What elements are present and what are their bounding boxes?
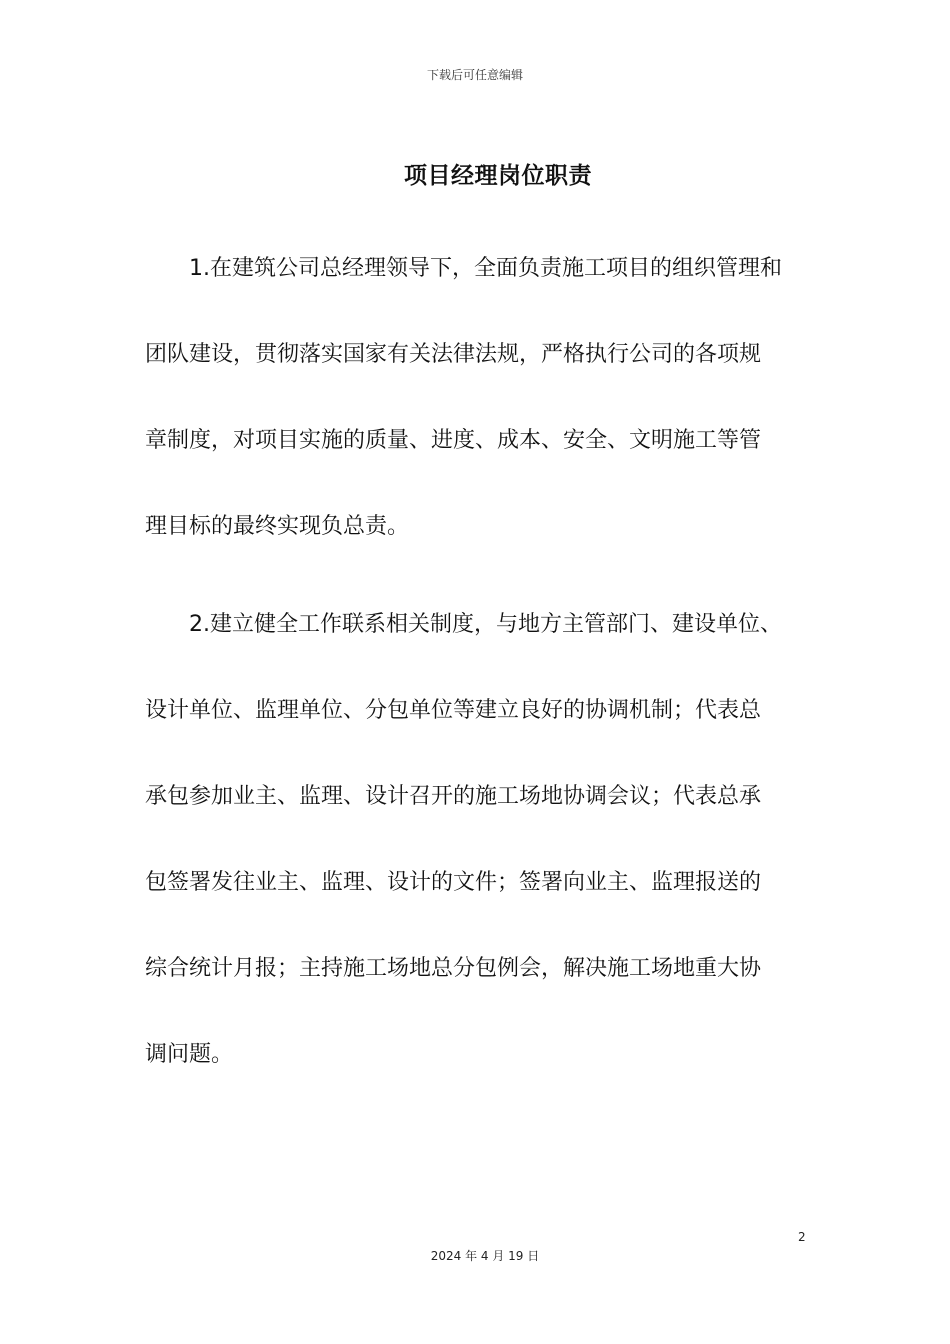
- header-note: 下载后可任意编辑: [426, 68, 523, 82]
- paragraph-line: 综合统计月报；主持施工场地总分包例会，解决施工场地重大协: [145, 956, 762, 981]
- paragraph-line: 设计单位、监理单位、分包单位等建立良好的协调机制；代表总: [145, 698, 762, 723]
- paragraph-line: 包签署发往业主、监理、设计的文件；签署向业主、监理报送的: [145, 870, 762, 895]
- footer-date: 2024 年 4 月 19 日: [430, 1249, 540, 1263]
- paragraph-line: 理目标的最终实现负总责。: [145, 514, 410, 539]
- paragraph-2: [145, 582, 815, 1098]
- document-title: 项目经理岗位职责: [404, 163, 592, 189]
- paragraph-line: 章制度，对项目实施的质量、进度、成本、安全、文明施工等管: [145, 428, 762, 453]
- page-number: 2: [798, 1230, 806, 1244]
- paragraph-line: 1.在建筑公司总经理领导下，全面负责施工项目的组织管理和: [189, 256, 782, 281]
- paragraph-line: 2.建立健全工作联系相关制度，与地方主管部门、建设单位、: [189, 612, 782, 637]
- paragraph-line: 承包参加业主、监理、设计召开的施工场地协调会议；代表总承: [145, 784, 762, 809]
- paragraph-line: 调问题。: [145, 1042, 234, 1067]
- paragraph-1: [145, 226, 815, 570]
- paragraph-line: 团队建设，贯彻落实国家有关法律法规，严格执行公司的各项规: [145, 342, 762, 367]
